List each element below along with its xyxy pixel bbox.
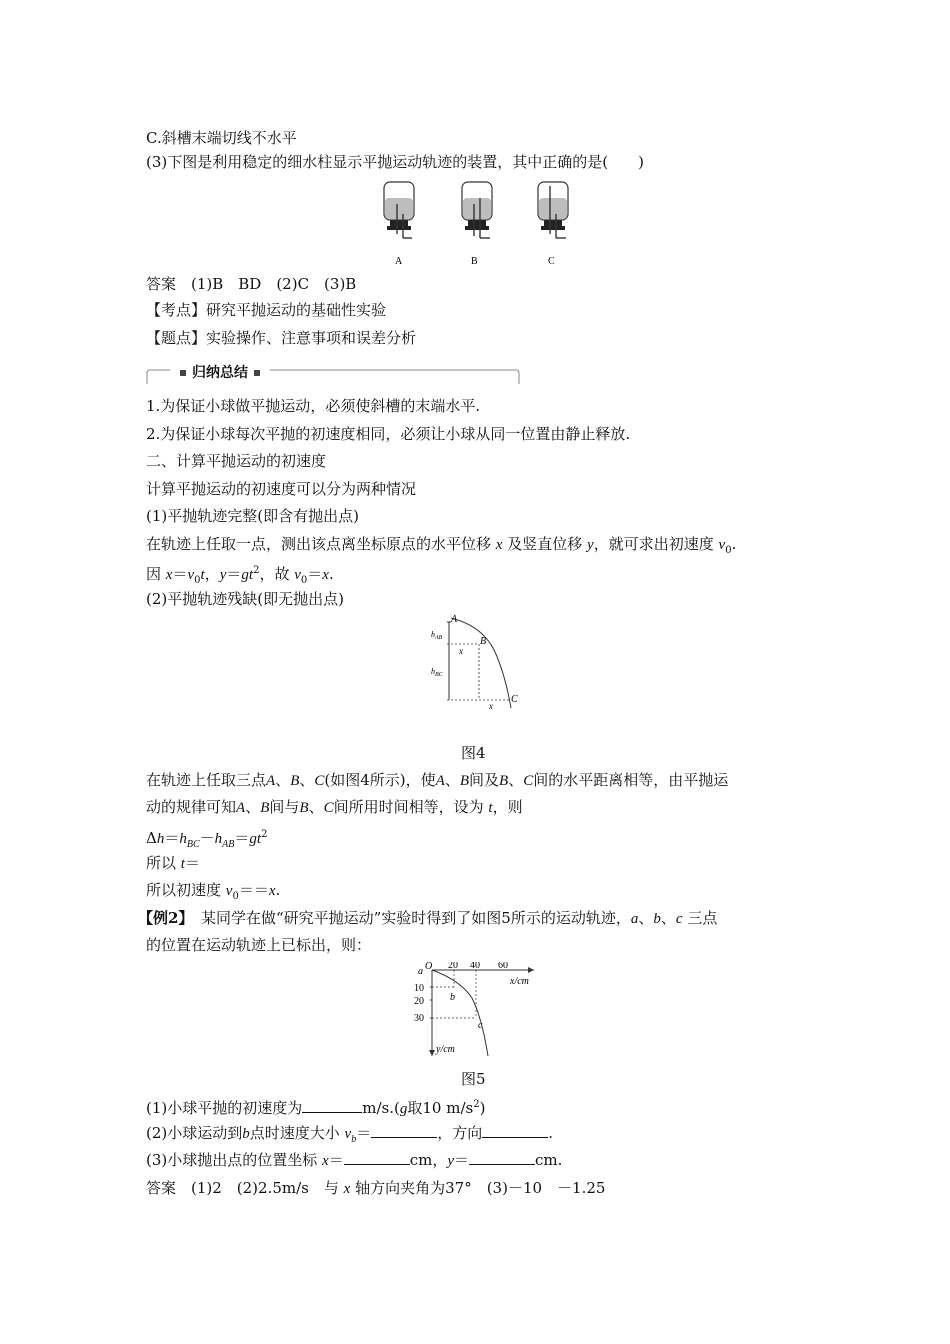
figure-5 [408,962,548,1060]
delta-h-formula: $\Delta h=h_{BC}-h_{AB}=gt^2$ [146,829,268,850]
case-1: (1)平抛轨迹完整(即含有抛出点) [146,507,359,525]
apparatus-label-a: A [395,256,403,267]
apparatus-label-c: C [548,256,555,267]
fig4-hab: $h_{AB}$ [431,630,443,641]
figure-4 [425,612,530,712]
apparatus-figure [370,178,590,270]
fig5-xtick-60: 60 [498,962,508,971]
figure-5-caption: 图5 [461,1070,486,1088]
tidian: 【题点】实验操作、注意事项和误差分析 [146,329,417,347]
answer-1: 答案 (1)B BD (2)C (3)B [146,275,357,293]
fig4-hbc: $h_{BC}$ [431,667,443,678]
bottle-c [538,182,568,238]
question-5-3: (3)小球抛出点的位置坐标 x＝ cm，y＝ cm. [146,1151,563,1169]
fig5-ytick-10: 10 [414,983,424,994]
summary-title: 归纳总结 [170,362,270,382]
option-c: C.斜槽末端切线不水平 [146,129,297,147]
fig5-ytick-20: 20 [414,996,424,1007]
fig5-xtick-20: 20 [448,962,458,971]
fig4-x1: x [459,646,463,656]
summary-1: 1.为保证小球做平抛运动，必须使斜槽的末端水平. [146,397,481,415]
bottle-a [384,182,414,238]
bottle-b [462,182,492,238]
question-3: (3)下图是利用稳定的细水柱显示平抛运动轨迹的装置，其中正确的是( ) [146,153,644,171]
fig4-label-c: C [511,694,518,705]
fig5-ytick-30: 30 [414,1013,424,1024]
question-5-2: (2)小球运动到b点时速度大小 $v_b=$ ，方向 . [146,1124,554,1145]
summary-header [146,364,520,386]
section-2-heading: 二、计算平抛运动的初速度 [146,452,327,470]
apparatus-label-b: B [471,256,478,267]
fig5-xtick-40: 40 [470,962,480,971]
kaodian: 【考点】研究平抛运动的基础性实验 [146,301,387,319]
fig5-xlabel: x/cm [510,976,529,987]
example-2: 【例2】 某同学在做“研究平抛运动”实验时得到了如图5所示的运动轨迹，a、b、c 三点 [138,909,718,927]
example-2-line-2: 的位置在运动轨迹上已标出，则： [146,936,372,954]
fig5-point-c: c [478,1020,483,1031]
so-v0: 所以初速度 $v_0==x$. [146,881,281,902]
question-5-1: (1)小球平抛的初速度为 m/s.(g取10 $m/s^2$) [146,1099,486,1117]
fig4-x2: x [489,701,493,711]
answer-2: 答案 (1)2 (2)2.5m/s 与 x 轴方向夹角为37° (3)－10 －1.25 [146,1179,606,1197]
fig5-ylabel: y/cm [436,1044,455,1055]
para-1: 在轨迹上任取三点A、B、C(如图4所示)，使A、B间及B、C间的水平距离相等，由平抛运 [146,771,729,789]
case-2: (2)平抛轨迹残缺(即无抛出点) [146,590,344,608]
fig5-point-b: b [450,992,455,1003]
figure-4-caption: 图4 [461,744,486,762]
fig5-point-a: a [418,966,423,977]
so-t: 所以 t＝ [146,854,200,872]
summary-2: 2.为保证小球每次平抛的初速度相同，必须让小球从同一位置由静止释放. [146,425,631,443]
intro: 计算平抛运动的初速度可以分为两种情况 [146,480,417,498]
para-2: 动的规律可知A、B间与B、C间所用时间相等，设为 t，则 [146,798,523,816]
case-1-text: 在轨迹上任取一点，测出该点离坐标原点的水平位移 x 及竖直位移 y，就可求出初速度 $v_0$. [146,535,737,556]
fig4-label-b: B [480,636,487,647]
fig4-label-a: A [451,614,458,625]
fig5-origin: O [425,962,433,972]
case-1-formula: 因 $x=v_0t$，$y=gt^2$，故 $v_0=x$. [146,565,334,586]
